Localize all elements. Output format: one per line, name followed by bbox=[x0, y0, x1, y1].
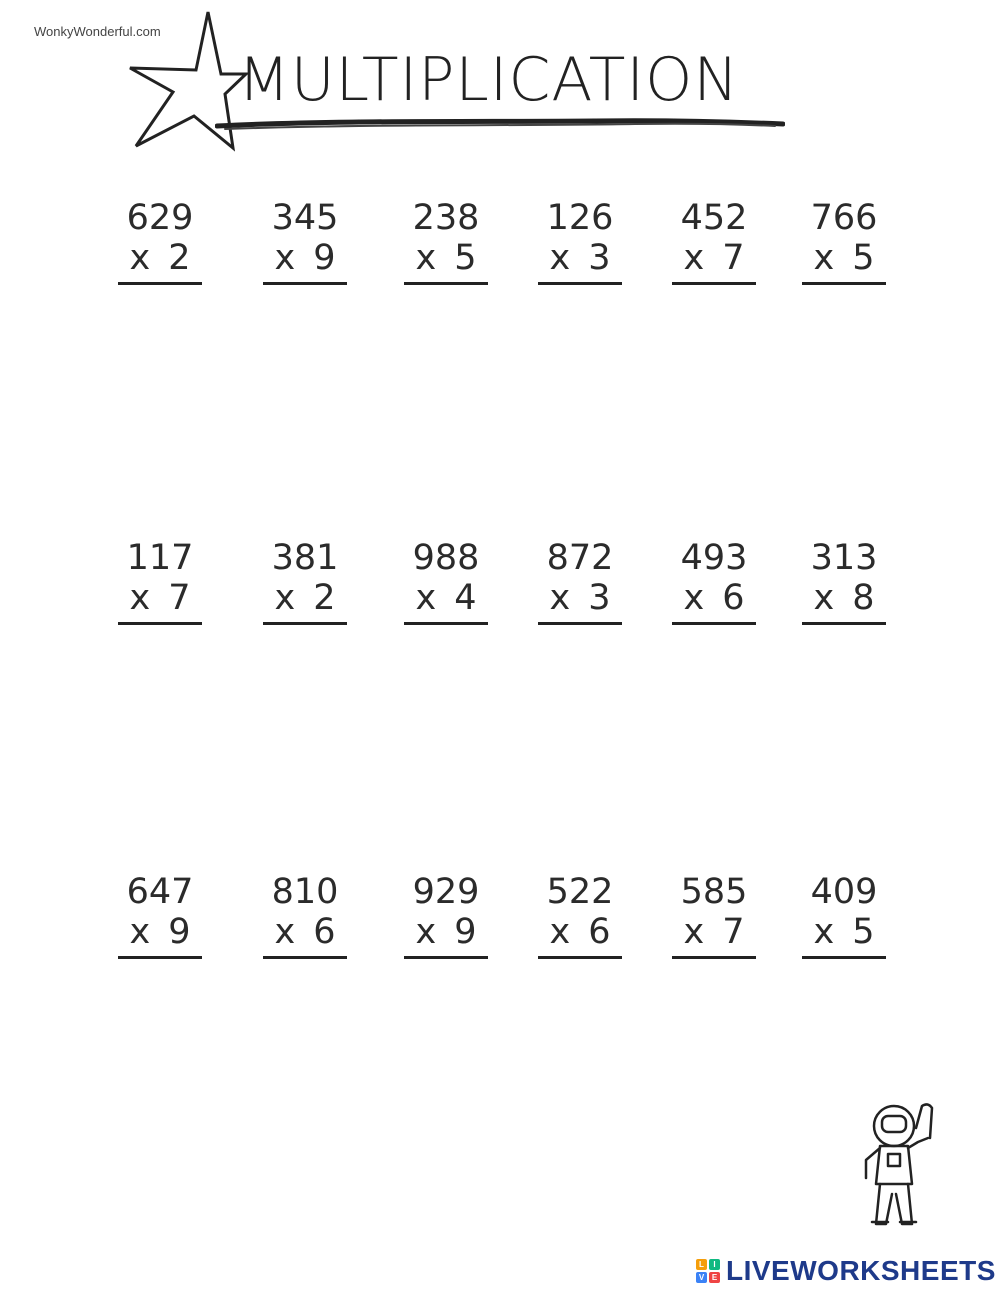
multiplicand: 929 bbox=[412, 872, 480, 912]
multiplier-line bbox=[784, 912, 904, 952]
answer-line bbox=[802, 622, 886, 625]
answer-line bbox=[802, 956, 886, 959]
multiplier: 7 bbox=[722, 912, 745, 952]
multiplication-problem bbox=[654, 538, 774, 625]
times-sign: x bbox=[129, 238, 151, 278]
times-sign: x bbox=[683, 912, 705, 952]
multiplier-line bbox=[520, 238, 640, 278]
multiplicand: 238 bbox=[412, 198, 480, 238]
answer-line bbox=[404, 622, 488, 625]
times-sign: x bbox=[274, 912, 296, 952]
multiplier: 3 bbox=[588, 578, 611, 618]
multiplier-line bbox=[100, 912, 220, 952]
badge-letter: L bbox=[696, 1259, 707, 1270]
title-underline bbox=[215, 112, 785, 134]
answer-line bbox=[672, 622, 756, 625]
multiplier: 5 bbox=[454, 238, 477, 278]
multiplier-line bbox=[386, 238, 506, 278]
multiplication-problem bbox=[245, 872, 365, 959]
multiplicand: 585 bbox=[680, 872, 748, 912]
multiplication-problem bbox=[654, 872, 774, 959]
multiplier: 9 bbox=[454, 912, 477, 952]
times-sign: x bbox=[549, 578, 571, 618]
badge-letter: V bbox=[696, 1272, 707, 1283]
liveworksheets-brand: LIVEWORKSHEETS bbox=[726, 1255, 996, 1286]
multiplicand: 522 bbox=[546, 872, 614, 912]
multiplicand: 409 bbox=[810, 872, 878, 912]
site-url: WonkyWonderful.com bbox=[34, 24, 161, 39]
multiplication-problem bbox=[386, 538, 506, 625]
answer-line bbox=[672, 956, 756, 959]
answer-line bbox=[118, 282, 202, 285]
multiplier-line bbox=[520, 912, 640, 952]
multiplicand: 452 bbox=[680, 198, 748, 238]
badge-letter: E bbox=[709, 1272, 720, 1283]
multiplier: 6 bbox=[722, 578, 745, 618]
page-title: MULTIPLICATION bbox=[238, 45, 740, 115]
multiplier: 8 bbox=[852, 578, 875, 618]
multiplication-problem bbox=[245, 538, 365, 625]
times-sign: x bbox=[415, 238, 437, 278]
answer-line bbox=[404, 956, 488, 959]
multiplication-problem bbox=[520, 538, 640, 625]
multiplier-line bbox=[386, 578, 506, 618]
multiplication-problem bbox=[100, 538, 220, 625]
multiplier-line bbox=[784, 238, 904, 278]
badge-letter: I bbox=[709, 1259, 720, 1270]
times-sign: x bbox=[813, 238, 835, 278]
multiplier: 7 bbox=[722, 238, 745, 278]
liveworksheets-badge bbox=[696, 1259, 720, 1283]
multiplier: 9 bbox=[168, 912, 191, 952]
times-sign: x bbox=[813, 912, 835, 952]
times-sign: x bbox=[129, 912, 151, 952]
times-sign: x bbox=[129, 578, 151, 618]
multiplicand: 313 bbox=[810, 538, 878, 578]
multiplicand: 345 bbox=[271, 198, 339, 238]
multiplication-problem bbox=[520, 198, 640, 285]
multiplicand: 872 bbox=[546, 538, 614, 578]
multiplication-problem bbox=[784, 538, 904, 625]
multiplier: 6 bbox=[313, 912, 336, 952]
multiplier-line bbox=[784, 578, 904, 618]
multiplication-problem bbox=[100, 872, 220, 959]
astronaut-icon bbox=[852, 1098, 942, 1233]
multiplication-problem bbox=[520, 872, 640, 959]
times-sign: x bbox=[683, 238, 705, 278]
multiplicand: 117 bbox=[126, 538, 194, 578]
multiplier-line bbox=[654, 238, 774, 278]
answer-line bbox=[118, 622, 202, 625]
multiplication-problem bbox=[784, 872, 904, 959]
multiplier: 6 bbox=[588, 912, 611, 952]
answer-line bbox=[538, 956, 622, 959]
multiplier-line bbox=[245, 238, 365, 278]
times-sign: x bbox=[683, 578, 705, 618]
answer-line bbox=[118, 956, 202, 959]
multiplication-problem bbox=[100, 198, 220, 285]
multiplier-line bbox=[245, 578, 365, 618]
times-sign: x bbox=[274, 578, 296, 618]
multiplier: 2 bbox=[313, 578, 336, 618]
times-sign: x bbox=[415, 578, 437, 618]
multiplicand: 647 bbox=[126, 872, 194, 912]
multiplier-line bbox=[245, 912, 365, 952]
multiplier-line bbox=[654, 578, 774, 618]
multiplication-problem bbox=[784, 198, 904, 285]
multiplier-line bbox=[100, 578, 220, 618]
multiplier: 4 bbox=[454, 578, 477, 618]
multiplier: 5 bbox=[852, 238, 875, 278]
multiplication-problem bbox=[386, 198, 506, 285]
answer-line bbox=[672, 282, 756, 285]
multiplicand: 810 bbox=[271, 872, 339, 912]
liveworksheets-logo bbox=[696, 1255, 996, 1287]
multiplier-line bbox=[100, 238, 220, 278]
multiplier: 2 bbox=[168, 238, 191, 278]
multiplier-line bbox=[520, 578, 640, 618]
answer-line bbox=[538, 622, 622, 625]
answer-line bbox=[263, 956, 347, 959]
times-sign: x bbox=[549, 912, 571, 952]
answer-line bbox=[802, 282, 886, 285]
multiplicand: 381 bbox=[271, 538, 339, 578]
times-sign: x bbox=[415, 912, 437, 952]
multiplicand: 766 bbox=[810, 198, 878, 238]
multiplicand: 988 bbox=[412, 538, 480, 578]
multiplicand: 126 bbox=[546, 198, 614, 238]
answer-line bbox=[538, 282, 622, 285]
multiplication-problem bbox=[245, 198, 365, 285]
multiplier: 3 bbox=[588, 238, 611, 278]
answer-line bbox=[263, 282, 347, 285]
times-sign: x bbox=[813, 578, 835, 618]
answer-line bbox=[263, 622, 347, 625]
multiplier-line bbox=[386, 912, 506, 952]
multiplication-problem bbox=[386, 872, 506, 959]
multiplier: 5 bbox=[852, 912, 875, 952]
times-sign: x bbox=[274, 238, 296, 278]
multiplicand: 493 bbox=[680, 538, 748, 578]
multiplier-line bbox=[654, 912, 774, 952]
multiplier: 9 bbox=[313, 238, 336, 278]
multiplier: 7 bbox=[168, 578, 191, 618]
multiplication-problem bbox=[654, 198, 774, 285]
answer-line bbox=[404, 282, 488, 285]
times-sign: x bbox=[549, 238, 571, 278]
multiplicand: 629 bbox=[126, 198, 194, 238]
